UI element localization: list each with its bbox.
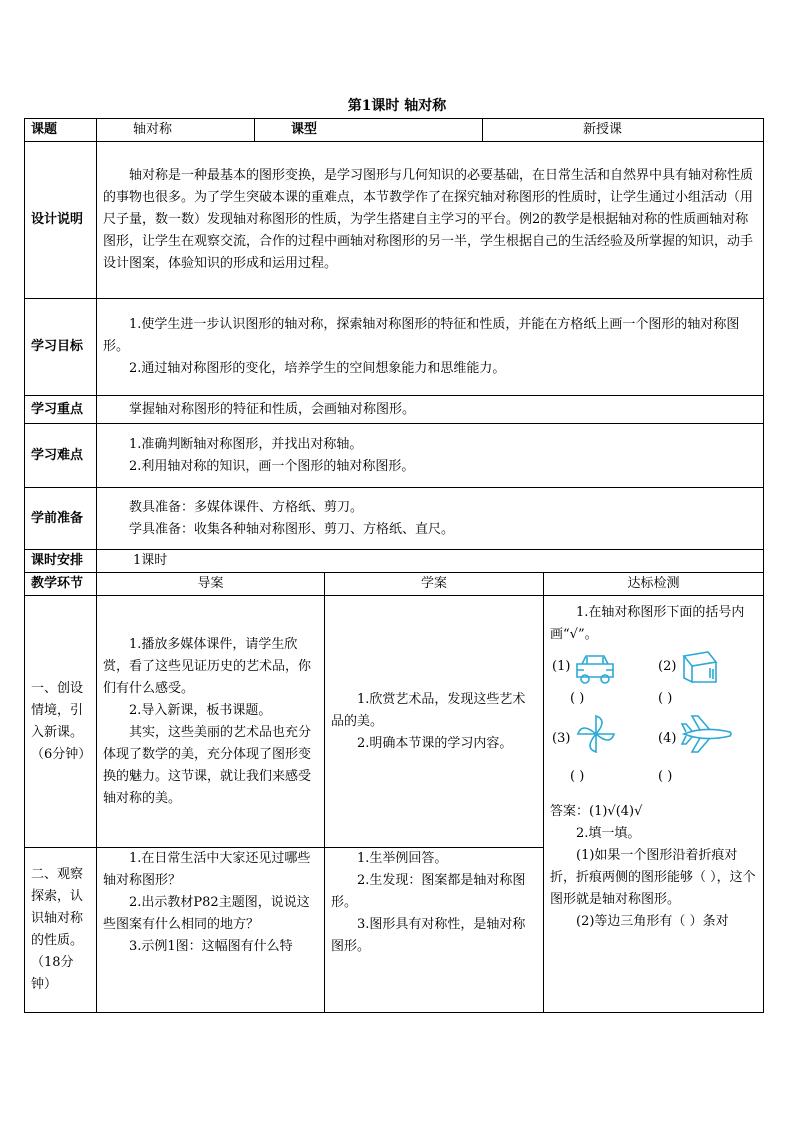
topic-row [25, 119, 764, 142]
design-label: 设计说明 [25, 142, 97, 299]
answer-blank[interactable]: ( ) [658, 769, 673, 784]
guide-item: 3.示例1图：这幅图有什么特 [129, 939, 293, 954]
preparation-label: 学前准备 [25, 488, 97, 550]
difficulty-item: 2.利用轴对称的知识，画一个图形的轴对称图形。 [129, 458, 415, 474]
goals-label: 学习目标 [25, 299, 97, 396]
fig-label: (1) [552, 659, 571, 674]
schedule-label: 课时安排 [25, 550, 97, 573]
airplane-icon [680, 712, 734, 756]
difficulties-row [25, 424, 764, 488]
car-icon [574, 652, 616, 686]
type-label: 课型 [255, 119, 483, 142]
check-answer: 答案：(1)√(4)√ [550, 804, 643, 819]
book-icon [680, 648, 722, 686]
study-item: 1.生举例回答。 [357, 851, 448, 866]
study-item: 2.生发现：图案都是轴对称图形。 [331, 873, 526, 910]
key-points-label: 学习重点 [25, 396, 97, 424]
guide-item: 2.出示教材P82主题图，说说这些图案有什么相同的地方？ [103, 895, 310, 932]
guide-item: 1.播放多媒体课件，请学生欣赏，看了这些见证历史的艺术品，你们有什么感受。 [103, 636, 312, 696]
fig-label: (3) [552, 731, 571, 746]
column-header-row [25, 573, 764, 596]
guide-item: 1.在日常生活中大家还见过哪些轴对称图形？ [103, 851, 311, 888]
answer-blank[interactable]: ( ) [658, 691, 673, 706]
col-study: 学案 [325, 573, 544, 596]
key-points-cell [97, 396, 764, 424]
goal-item: 2.通过轴对称图形的变化，培养学生的空间想象能力和思维能力。 [129, 361, 506, 376]
answer-blank[interactable]: ( ) [570, 691, 585, 706]
preparation-cell [97, 488, 764, 550]
stage1-guide [97, 596, 325, 848]
key-points-row [25, 396, 764, 424]
design-text: 轴对称是一种最基本的图形变换，是学习图形与几何知识的必要基础，在日常生活和自然界中具有轴对称性质的事物也很多。为了学生突破本课的重难点，本节教学作了在探究轴对称图形的性质时，让学生通过小组活动（用尺子量，数一数）发现轴对称图形的性质，为学生搭建自主学习的平台。例2的教学是根据轴对称的性质画轴对称图形，让学生在观察交流，合作的过程中画轴对称图形的另一半，学生根据自己的生活经验及所掌握的知识，动手设计图案，体验知识的形成和运用过程。 [103, 168, 754, 271]
stage1-study [325, 596, 544, 848]
check-q2: 2.填一填。 [576, 826, 641, 841]
preparation-item: 教具准备：多媒体课件、方格纸、剪刀。 [129, 499, 364, 515]
figure-grid [550, 646, 757, 801]
preparation-row [25, 488, 764, 550]
col-guide: 导案 [97, 573, 325, 596]
stage1-row [25, 596, 764, 848]
goals-row [25, 299, 764, 396]
page-title: 第1课时 轴对称 [347, 98, 447, 114]
schedule-row [25, 550, 764, 573]
col-stage: 教学环节 [25, 573, 97, 596]
topic-label: 课题 [25, 119, 97, 142]
stage1-name: 一、创设情境，引入新课。（6分钟） [25, 596, 97, 848]
check-q2-1: (1)如果一个图形沿着折痕对折，折痕两侧的图形能够（ ），这个图形就是轴对称图形。 [550, 848, 756, 907]
check-q2-2: (2)等边三角形有（ ）条对 [576, 914, 729, 929]
stage2-study [325, 848, 544, 1013]
lesson-plan-table [24, 118, 764, 1013]
difficulties-cell [97, 424, 764, 488]
goal-item: 1.使学生进一步认识图形的轴对称，探索轴对称图形的特征和性质，并能在方格纸上画一个图形的轴对称图形。 [103, 317, 740, 354]
study-item: 2.明确本节课的学习内容。 [357, 735, 513, 751]
guide-item: 其实，这些美丽的艺术品也充分体现了数学的美，充分体现了图形变换的魅力。这节课，就让我们来感受轴对称的美。 [103, 724, 312, 806]
difficulties-label: 学习难点 [25, 424, 97, 488]
schedule-value: 1课时 [97, 550, 764, 573]
study-item: 3.图形具有对称性，是轴对称图形。 [331, 917, 526, 954]
answer-blank[interactable]: ( ) [570, 769, 585, 784]
type-value: 新授课 [483, 119, 764, 142]
design-row [25, 142, 764, 299]
stage2-guide [97, 848, 325, 1013]
stage2-name: 二、观察探索，认识轴对称的性质。（18分钟） [25, 848, 97, 1013]
topic-value: 轴对称 [97, 119, 255, 142]
pinwheel-icon [576, 714, 616, 754]
fig-label: (4) [658, 731, 677, 746]
key-points-text: 掌握轴对称图形的特征和性质，会画轴对称图形。 [129, 401, 416, 417]
goals-cell [97, 299, 764, 396]
check-q1: 1.在轴对称图形下面的括号内画“√”。 [550, 605, 745, 642]
study-item: 1.欣赏艺术品，发现这些艺术品的美。 [331, 691, 526, 729]
design-text-cell [97, 142, 764, 299]
check-cell [544, 596, 764, 1013]
col-check: 达标检测 [544, 573, 764, 596]
fig-label: (2) [658, 659, 677, 674]
difficulty-item: 1.准确判断轴对称图形，并找出对称轴。 [129, 436, 363, 452]
preparation-item: 学具准备：收集各种轴对称图形、剪刀、方格纸、直尺。 [129, 521, 455, 537]
guide-item: 2.导入新课，板书课题。 [129, 702, 272, 718]
